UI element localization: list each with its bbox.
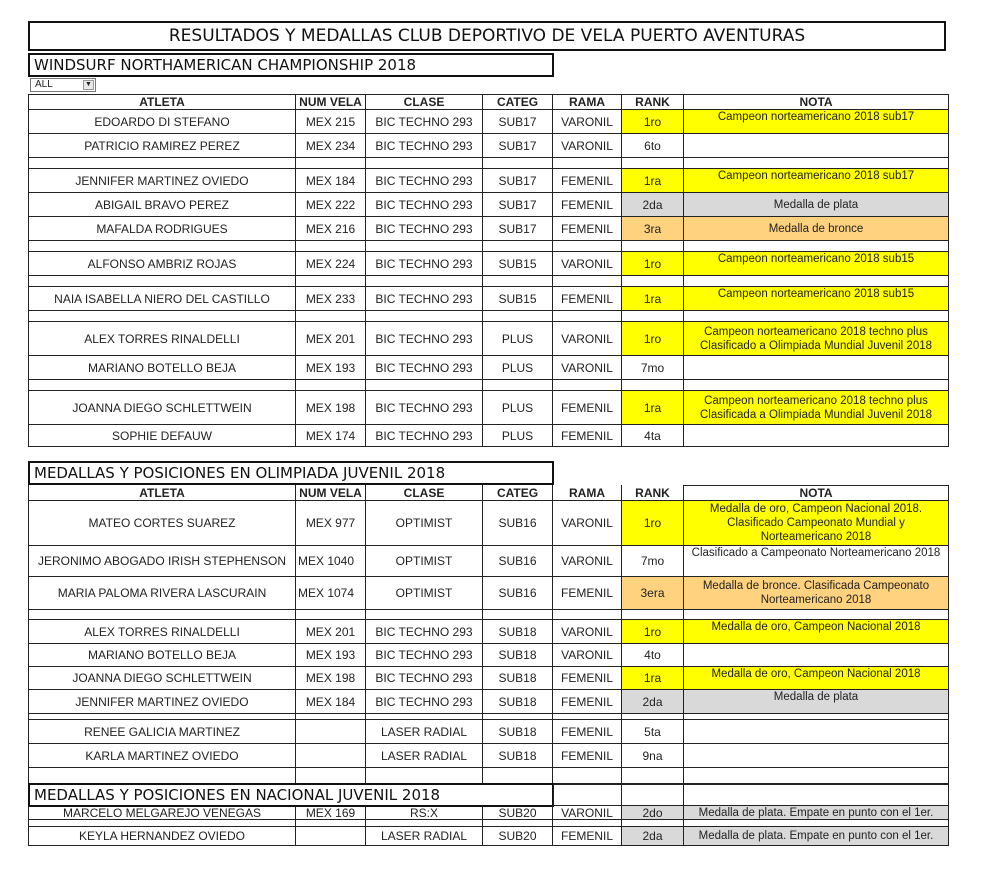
cell-nota xyxy=(684,744,949,768)
spacer-row xyxy=(28,610,949,620)
cell-nota xyxy=(684,134,949,158)
cell-categ: SUB17 xyxy=(483,217,553,241)
cell-clase: LASER RADIAL xyxy=(366,744,483,768)
cell-vela: MEX 193 xyxy=(296,356,366,380)
cell-rank: 5ta xyxy=(622,720,684,744)
filter-value: ALL xyxy=(35,79,53,90)
cell-rama: VARONIL xyxy=(553,134,622,158)
cell-rank: 2da xyxy=(622,193,684,217)
cell-atleta: JOANNA DIEGO SCHLETTWEIN xyxy=(28,391,296,425)
table-header-row xyxy=(28,94,949,110)
cell-vela: MEX 169 xyxy=(296,806,366,820)
cell-vela: MEX 198 xyxy=(296,667,366,690)
cell-categ: SUB18 xyxy=(483,744,553,768)
table-row xyxy=(28,744,949,768)
spacer-row xyxy=(28,768,949,784)
cell-clase: OPTIMIST xyxy=(366,546,483,577)
cell-atleta: KEYLA HERNANDEZ OVIEDO xyxy=(28,827,296,846)
cell-clase: BIC TECHNO 293 xyxy=(366,193,483,217)
cell-rama: FEMENIL xyxy=(553,193,622,217)
cell-rama: VARONIL xyxy=(553,110,622,134)
cell-rank: 6to xyxy=(622,134,684,158)
cell-clase: BIC TECHNO 293 xyxy=(366,217,483,241)
table-row xyxy=(28,169,949,193)
table-row xyxy=(28,110,949,134)
cell-rank: 9na xyxy=(622,744,684,768)
cell-vela: MEX 1040 xyxy=(296,546,366,577)
cell-atleta: NAIA ISABELLA NIERO DEL CASTILLO xyxy=(28,287,296,311)
cell-vela: MEX 222 xyxy=(296,193,366,217)
cell-rank: 1ro xyxy=(622,620,684,644)
cell-categ: SUB18 xyxy=(483,720,553,744)
spacer-row xyxy=(28,380,949,391)
header-atleta: ATLETA xyxy=(28,485,296,501)
cell-clase: OPTIMIST xyxy=(366,577,483,610)
cell-vela: MEX 201 xyxy=(296,322,366,356)
cell-atleta: MARIANO BOTELLO BEJA xyxy=(28,644,296,667)
cell-rama: FEMENIL xyxy=(553,169,622,193)
cell-nota xyxy=(684,356,949,380)
cell-vela: MEX 198 xyxy=(296,391,366,425)
cell-rank: 2do xyxy=(622,806,684,820)
cell-clase: BIC TECHNO 293 xyxy=(366,644,483,667)
cell-vela: MEX 184 xyxy=(296,169,366,193)
header-num-vela: NUM VELA xyxy=(296,94,366,110)
cell-clase: BIC TECHNO 293 xyxy=(366,425,483,447)
cell-atleta: ALFONSO AMBRIZ ROJAS xyxy=(28,252,296,276)
cell-atleta: JENNIFER MARTINEZ OVIEDO xyxy=(28,169,296,193)
nacional-table xyxy=(28,784,949,846)
table-header-row xyxy=(28,485,949,501)
cell-clase: BIC TECHNO 293 xyxy=(366,690,483,714)
spacer-row xyxy=(28,276,949,287)
cell-rama: VARONIL xyxy=(553,356,622,380)
cell-atleta: MATEO CORTES SUAREZ xyxy=(28,501,296,546)
cell-rama: FEMENIL xyxy=(553,827,622,846)
cell-categ: SUB18 xyxy=(483,667,553,690)
cell-atleta: ALEX TORRES RINALDELLI xyxy=(28,620,296,644)
cell-atleta: RENEE GALICIA MARTINEZ xyxy=(28,720,296,744)
cell-rank: 1ro xyxy=(622,322,684,356)
cell-nota: Campeon norteamericano 2018 techno plus Clasificada a Olimpiada Mundial Juvenil 2018 xyxy=(684,391,949,425)
header-clase: CLASE xyxy=(366,485,483,501)
table-row xyxy=(28,287,949,311)
cell-atleta: PATRICIO RAMIREZ PEREZ xyxy=(28,134,296,158)
cell-clase: BIC TECHNO 293 xyxy=(366,667,483,690)
cell-rama: FEMENIL xyxy=(553,690,622,714)
cell-rank: 7mo xyxy=(622,356,684,380)
table-row xyxy=(28,356,949,380)
empty-cell xyxy=(622,784,684,806)
table-row xyxy=(28,577,949,610)
cell-rama: VARONIL xyxy=(553,806,622,820)
cell-rama: VARONIL xyxy=(553,644,622,667)
cell-nota: Clasificado a Campeonato Norteamericano 2018 xyxy=(684,546,949,577)
cell-rama: FEMENIL xyxy=(553,667,622,690)
cell-nota: Campeon norteamericano 2018 sub15 xyxy=(684,287,949,311)
empty-cell xyxy=(553,784,622,806)
header-rank: RANK xyxy=(622,94,684,110)
table-row xyxy=(28,690,949,714)
cell-nota: Campeon norteamericano 2018 sub17 xyxy=(684,110,949,134)
cell-nota: Medalla de bronce xyxy=(684,217,949,241)
spacer-row xyxy=(28,241,949,252)
cell-rank: 1ro xyxy=(622,110,684,134)
table-row xyxy=(28,252,949,276)
cell-categ: PLUS xyxy=(483,322,553,356)
cell-nota: Medalla de plata xyxy=(684,193,949,217)
header-categ: CATEG xyxy=(483,485,553,501)
cell-categ: SUB20 xyxy=(483,827,553,846)
cell-atleta: SOPHIE DEFAUW xyxy=(28,425,296,447)
cell-nota: Campeon norteamericano 2018 techno plus Clasificado a Olimpiada Mundial Juvenil 2018 xyxy=(684,322,949,356)
cell-atleta: MARCELO MELGAREJO VENEGAS xyxy=(28,806,296,820)
cell-rama: VARONIL xyxy=(553,546,622,577)
table-row xyxy=(28,322,949,356)
cell-atleta: MARIANO BOTELLO BEJA xyxy=(28,356,296,380)
header-rama: RAMA xyxy=(553,94,622,110)
cell-rama: FEMENIL xyxy=(553,744,622,768)
cell-categ: SUB17 xyxy=(483,134,553,158)
cell-rank: 7mo xyxy=(622,546,684,577)
header-categ: CATEG xyxy=(483,94,553,110)
cell-categ: SUB16 xyxy=(483,577,553,610)
cell-rama: FEMENIL xyxy=(553,577,622,610)
spacer-row xyxy=(28,820,949,827)
cell-clase: BIC TECHNO 293 xyxy=(366,252,483,276)
cell-nota: Medalla de plata xyxy=(684,690,949,714)
windsurf-table xyxy=(28,94,949,447)
cell-categ: SUB18 xyxy=(483,644,553,667)
cell-rama: FEMENIL xyxy=(553,287,622,311)
cell-rank: 3era xyxy=(622,577,684,610)
cell-nota: Medalla de oro, Campeon Nacional 2018 xyxy=(684,620,949,644)
cell-categ: SUB15 xyxy=(483,287,553,311)
cell-vela: MEX 234 xyxy=(296,134,366,158)
cell-rank: 1ro xyxy=(622,501,684,546)
cell-vela: MEX 1074 xyxy=(296,577,366,610)
cell-rank: 4to xyxy=(622,644,684,667)
cell-categ: PLUS xyxy=(483,425,553,447)
cell-categ: PLUS xyxy=(483,391,553,425)
cell-categ: SUB15 xyxy=(483,252,553,276)
cell-vela: MEX 201 xyxy=(296,620,366,644)
cell-vela: MEX 977 xyxy=(296,501,366,546)
section-title-windsurf: WINDSURF NORTHAMERICAN CHAMPIONSHIP 2018 xyxy=(28,53,554,77)
cell-rama: FEMENIL xyxy=(553,425,622,447)
cell-vela: MEX 184 xyxy=(296,690,366,714)
cell-clase: BIC TECHNO 293 xyxy=(366,110,483,134)
cell-vela: MEX 174 xyxy=(296,425,366,447)
cell-nota xyxy=(684,425,949,447)
cell-nota: Campeon norteamericano 2018 sub15 xyxy=(684,252,949,276)
empty-cell xyxy=(684,784,949,806)
section3-title-spacer xyxy=(28,784,553,806)
cell-rank: 1ra xyxy=(622,287,684,311)
table-row xyxy=(28,827,949,846)
cell-rank: 4ta xyxy=(622,425,684,447)
cell-rank: 1ro xyxy=(622,252,684,276)
cell-rama: VARONIL xyxy=(553,620,622,644)
cell-categ: SUB18 xyxy=(483,620,553,644)
cell-atleta: ABIGAIL BRAVO PEREZ xyxy=(28,193,296,217)
table-row xyxy=(28,644,949,667)
table-row xyxy=(28,620,949,644)
cell-categ: SUB16 xyxy=(483,546,553,577)
cell-clase: BIC TECHNO 293 xyxy=(366,169,483,193)
table-row xyxy=(28,501,949,546)
cell-categ: SUB17 xyxy=(483,193,553,217)
cell-atleta: JENNIFER MARTINEZ OVIEDO xyxy=(28,690,296,714)
cell-rama: FEMENIL xyxy=(553,391,622,425)
cell-categ: SUB17 xyxy=(483,110,553,134)
cell-vela: MEX 216 xyxy=(296,217,366,241)
cell-nota: Medalla de oro, Campeon Nacional 2018 xyxy=(684,667,949,690)
cell-categ: SUB16 xyxy=(483,501,553,546)
section3-title-row xyxy=(28,784,949,806)
cell-clase: BIC TECHNO 293 xyxy=(366,322,483,356)
table-row xyxy=(28,546,949,577)
cell-rama: FEMENIL xyxy=(553,217,622,241)
section-title-nacional: MEDALLAS Y POSICIONES EN NACIONAL JUVENIL 2018 xyxy=(28,783,554,807)
cell-atleta: KARLA MARTINEZ OVIEDO xyxy=(28,744,296,768)
filter-dropdown[interactable] xyxy=(30,78,96,92)
cell-atleta: ALEX TORRES RINALDELLI xyxy=(28,322,296,356)
spacer-row xyxy=(28,158,949,169)
cell-nota: Medalla de oro, Campeon Nacional 2018. Clasificado Campeonato Mundial y Norteamericano 2018 xyxy=(684,501,949,546)
header-clase: CLASE xyxy=(366,94,483,110)
header-num-vela: NUM VELA xyxy=(296,485,366,501)
table-row xyxy=(28,217,949,241)
cell-nota: Medalla de plata. Empate en punto con el 1er. xyxy=(684,806,949,820)
cell-rama: FEMENIL xyxy=(553,720,622,744)
table-row xyxy=(28,667,949,690)
cell-categ: SUB18 xyxy=(483,690,553,714)
header-nota: NOTA xyxy=(684,485,949,501)
section-title-olimpiada: MEDALLAS Y POSICIONES EN OLIMPIADA JUVENIL 2018 xyxy=(28,461,554,485)
cell-nota xyxy=(684,720,949,744)
page-title: RESULTADOS Y MEDALLAS CLUB DEPORTIVO DE VELA PUERTO AVENTURAS xyxy=(28,21,946,51)
cell-clase: LASER RADIAL xyxy=(366,827,483,846)
cell-vela: MEX 224 xyxy=(296,252,366,276)
cell-clase: BIC TECHNO 293 xyxy=(366,620,483,644)
cell-atleta: JOANNA DIEGO SCHLETTWEIN xyxy=(28,667,296,690)
cell-rank: 1ra xyxy=(622,169,684,193)
cell-rank: 2da xyxy=(622,690,684,714)
cell-rama: VARONIL xyxy=(553,252,622,276)
table-row xyxy=(28,720,949,744)
cell-nota: Medalla de bronce. Clasificada Campeonato Norteamericano 2018 xyxy=(684,577,949,610)
spacer-row xyxy=(28,311,949,322)
cell-clase: BIC TECHNO 293 xyxy=(366,134,483,158)
table-row xyxy=(28,391,949,425)
cell-vela xyxy=(296,744,366,768)
table-row xyxy=(28,806,949,820)
table-row xyxy=(28,134,949,158)
cell-categ: SUB20 xyxy=(483,806,553,820)
cell-rank: 1ra xyxy=(622,391,684,425)
cell-clase: BIC TECHNO 293 xyxy=(366,391,483,425)
cell-vela: MEX 215 xyxy=(296,110,366,134)
cell-atleta: MAFALDA RODRIGUES xyxy=(28,217,296,241)
cell-vela xyxy=(296,720,366,744)
cell-rank: 1ra xyxy=(622,667,684,690)
header-nota: NOTA xyxy=(684,94,949,110)
cell-atleta: EDOARDO DI STEFANO xyxy=(28,110,296,134)
cell-clase: RS:X xyxy=(366,806,483,820)
cell-rama: VARONIL xyxy=(553,322,622,356)
table-row xyxy=(28,193,949,217)
header-rank: RANK xyxy=(622,485,684,501)
cell-atleta: MARIA PALOMA RIVERA LASCURAIN xyxy=(28,577,296,610)
cell-rank: 3ra xyxy=(622,217,684,241)
cell-clase: BIC TECHNO 293 xyxy=(366,356,483,380)
table-row xyxy=(28,425,949,447)
cell-rama: VARONIL xyxy=(553,501,622,546)
cell-clase: BIC TECHNO 293 xyxy=(366,287,483,311)
cell-clase: LASER RADIAL xyxy=(366,720,483,744)
cell-vela: MEX 233 xyxy=(296,287,366,311)
cell-categ: PLUS xyxy=(483,356,553,380)
olimpiada-table xyxy=(28,485,949,784)
header-rama: RAMA xyxy=(553,485,622,501)
header-atleta: ATLETA xyxy=(28,94,296,110)
cell-nota: Campeon norteamericano 2018 sub17 xyxy=(684,169,949,193)
cell-vela: MEX 193 xyxy=(296,644,366,667)
cell-categ: SUB17 xyxy=(483,169,553,193)
cell-clase: OPTIMIST xyxy=(366,501,483,546)
chevron-down-icon[interactable]: ▼ xyxy=(83,80,94,90)
cell-nota: Medalla de plata. Empate en punto con el 1er. xyxy=(684,827,949,846)
cell-nota xyxy=(684,644,949,667)
cell-vela xyxy=(296,827,366,846)
cell-atleta: JERONIMO ABOGADO IRISH STEPHENSON xyxy=(28,546,296,577)
cell-rank: 2da xyxy=(622,827,684,846)
